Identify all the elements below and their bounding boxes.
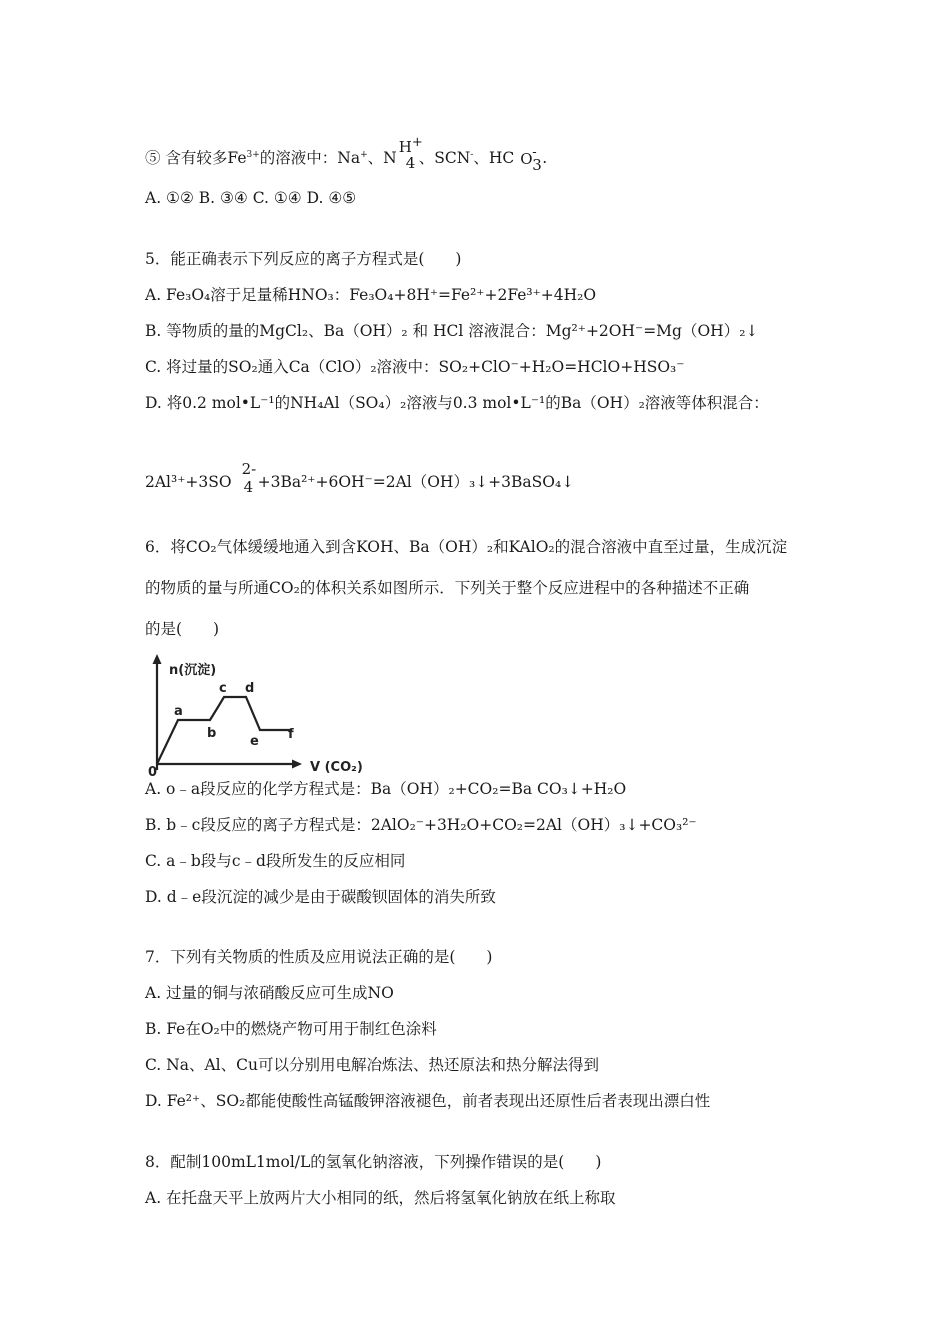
q8-stem: 8．配制100mL1mol/L的氢氧化钠溶液，下列操作错误的是( ) [145,1153,602,1171]
q6-stem-line1: 6．将CO₂气体缓缓地通入到含KOH、Ba（OH）₂和KAlO₂的混合溶液中直至过量，生成沉淀 [145,538,788,556]
q6-option-d: D. d﹣e段沉淀的减少是由于碳酸钡固体的消失所致 [145,888,496,906]
y-axis-label: n(沉淀) [169,663,217,678]
q7-stem: 7．下列有关物质的性质及应用说法正确的是( ) [145,948,493,966]
q6-option-a: A. o﹣a段反应的化学方程式是：Ba（OH）₂+CO₂=Ba CO₃↓+H₂O [145,780,627,798]
q4-item5-end: . [542,149,548,167]
q6-stem-line2: 的物质的量与所通CO₂的体积关系如图所示．下列关于整个反应进程中的各种描述不正确 [145,579,750,597]
q4-options: A. ①② B. ③④ C. ①④ D. ④⑤ [145,189,357,207]
origin-label: 0 [148,765,158,777]
hco3-sub: 3 [532,156,542,174]
q4-item5-text: 、N [367,149,397,167]
q5-option-b: B. 等物质的量的MgCl₂、Ba（OH）₂ 和 HCl 溶液混合：Mg²⁺+2OH⁻=Mg（OH）₂↓ [145,322,759,340]
eq-part: 2Al³⁺+3SO [145,473,232,491]
nh4-h: H [398,138,412,156]
q7-option-c: C. Na、Al、Cu可以分别用电解冶炼法、热还原法和热分解法得到 [145,1056,599,1074]
q5-option-c: C. 将过量的SO₂通入Ca（ClO）₂溶液中：SO₂+ClO⁻+H₂O=HClO+HSO₃⁻ [145,358,685,376]
q4-item5-text: 、SCN [418,149,471,167]
point-c-label: c [219,681,227,696]
q4-item5-text: 的溶液中：Na [259,149,361,167]
hco3-o: O [520,150,533,168]
q4-item5-prefix: ⑤ 含有较多Fe [145,149,247,167]
so4-charge: 2- [241,460,257,478]
na-charge: + [360,149,368,160]
q4-item-5 [145,135,548,174]
q8-option-a: A. 在托盘天平上放两片大小相同的纸，然后将氢氧化钠放在纸上称取 [145,1189,616,1207]
fe-charge: 3+ [246,149,260,160]
scn-charge: - [470,149,474,160]
nh4-sub: 4 [405,154,416,172]
hco3-charge: - [532,145,537,160]
q6-option-c: C. a﹣b段与c﹣d段所发生的反应相同 [145,852,406,870]
q5-option-a: A. Fe₃O₄溶于足量稀HNO₃：Fe₃O₄+8H⁺=Fe²⁺+2Fe³⁺+4H₂O [145,286,597,304]
nh4-charge: + [411,135,423,150]
precipitate-graph [140,652,380,777]
x-axis-label: V (CO₂) [310,760,363,775]
q6-option-b: B. b﹣c段反应的离子方程式是：2AlO₂⁻+3H₂O+CO₂=2Al（OH）₃↓+CO₃²⁻ [145,816,697,834]
point-f-label: f [288,727,294,742]
so4-sub: 4 [243,478,254,496]
point-b-label: b [207,726,217,741]
q5-stem: 5．能正确表示下列反应的离子方程式是( ) [145,250,462,268]
q7-option-a: A. 过量的铜与浓硝酸反应可生成NO [145,984,394,1002]
point-a-label: a [174,704,183,719]
q6-stem-line3: 的是( ) [145,620,220,638]
eq-part: +3Ba²⁺+6OH⁻=2Al（OH）₃↓+3BaSO₄↓ [257,473,575,491]
q7-option-d: D. Fe²⁺、SO₂都能使酸性高锰酸钾溶液褪色，前者表现出还原性后者表现出漂白性 [145,1092,711,1110]
q5-option-d-equation [145,460,575,496]
point-e-label: e [250,734,259,749]
q4-item5-text: 、HC [473,149,515,167]
point-d-label: d [245,681,255,696]
x-axis-arrow [292,760,302,769]
q7-option-b: B. Fe在O₂中的燃烧产物可用于制红色涂料 [145,1020,437,1038]
q5-option-d: D. 将0.2 mol•L⁻¹的NH₄Al（SO₄）₂溶液与0.3 mol•L⁻¹的Ba（OH）₂溶液等体积混合： [145,394,769,412]
y-axis-arrow [153,654,162,664]
